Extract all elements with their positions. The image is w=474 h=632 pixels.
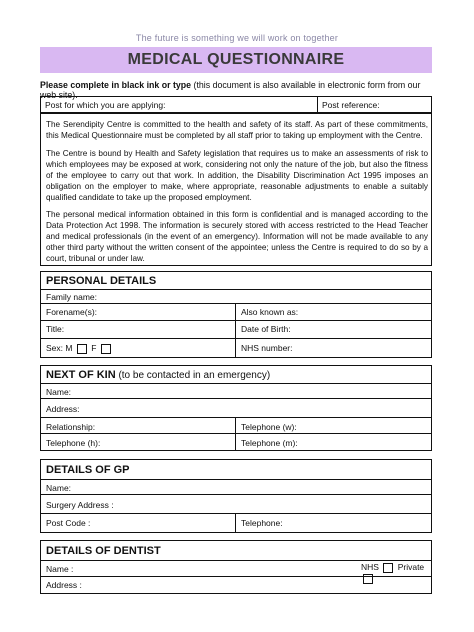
paragraph-3: The personal medical information obtained in this form is confidential and is managed according to the Data Protection Act 1998. The information is securely stored with access restricted to the Head Teacher and medical professionals (in the event of an emergency). Information will not be made available to any other third party without the written consent of the appointee; unless the Centre is required to do so by a court, tribunal or under law. bbox=[46, 210, 428, 263]
kin-name-label: Name: bbox=[46, 387, 72, 397]
also-known-label: Also known as: bbox=[241, 307, 299, 317]
post-applying-label: Post for which you are applying: bbox=[45, 100, 166, 110]
personal-heading: PERSONAL DETAILS bbox=[46, 275, 157, 287]
post-reference-label: Post reference: bbox=[322, 100, 380, 110]
gp-postcode-label: Post Code : bbox=[46, 518, 91, 528]
post-row bbox=[40, 96, 432, 113]
sex-m-label: M bbox=[65, 343, 73, 353]
page-title: MEDICAL QUESTIONNAIRE bbox=[127, 51, 345, 68]
gp-heading: DETAILS OF GP bbox=[46, 464, 130, 476]
gp-telephone-label: Telephone: bbox=[241, 518, 283, 528]
nhs-number-label: NHS number: bbox=[241, 343, 293, 353]
dentist-type-field bbox=[361, 562, 431, 584]
dentist-name-label: Name : bbox=[46, 564, 74, 574]
paragraph-1: The Serendipity Centre is committed to the health and safety of its staff. As part of these commitments, this Medical Questionnaire must be completed by all staff prior to taking up employment with the Centre. bbox=[46, 120, 428, 140]
sex-f-checkbox[interactable] bbox=[101, 344, 111, 354]
forenames-label: Forename(s): bbox=[46, 307, 98, 317]
intro-rest: (this document is also available in electronic form from our web site). bbox=[40, 80, 421, 100]
next-of-kin-section bbox=[40, 365, 432, 451]
kin-note: (to be contacted in an emergency) bbox=[115, 370, 271, 381]
gp-name-label: Name: bbox=[46, 483, 72, 493]
dentist-address-label: Address : bbox=[46, 580, 82, 590]
sex-f-label: F bbox=[91, 343, 97, 353]
title-label: Title: bbox=[46, 324, 65, 334]
gp-section bbox=[40, 459, 432, 533]
dentist-private-label: Private bbox=[397, 562, 425, 572]
dentist-nhs-checkbox[interactable] bbox=[383, 563, 393, 573]
dentist-heading: DETAILS OF DENTIST bbox=[46, 545, 161, 557]
dentist-section bbox=[40, 540, 432, 594]
paragraph-2: The Centre is bound by Health and Safety legislation that requires us to make an assessments of risk to which employees may be exposed at work, considering not only the nature of the job, but also the fitness of the employee to carry out that work. In addition, the Disability Discrimination Act 1995 imposes an obligation on the employer to make, where appropriate, reasonable adjustments to enable a suitably qualified candidate to take up the proposed employment. bbox=[46, 149, 428, 202]
family-name-label: Family name: bbox=[46, 292, 98, 302]
sex-field bbox=[46, 343, 113, 354]
kin-relationship-label: Relationship: bbox=[46, 422, 96, 432]
dob-label: Date of Birth: bbox=[241, 324, 291, 334]
kin-tel-m-label: Telephone (m): bbox=[241, 438, 298, 448]
tagline: The future is something we will work on together bbox=[135, 33, 339, 43]
info-box bbox=[40, 113, 432, 266]
dentist-private-checkbox[interactable] bbox=[363, 574, 373, 584]
dentist-nhs-label: NHS bbox=[361, 562, 379, 572]
intro-bold: Please complete in black ink or type bbox=[40, 80, 192, 90]
gp-surgery-label: Surgery Address : bbox=[46, 500, 114, 510]
kin-tel-w-label: Telephone (w): bbox=[241, 422, 297, 432]
kin-heading bbox=[46, 369, 270, 381]
kin-tel-h-label: Telephone (h): bbox=[46, 438, 101, 448]
kin-heading-text: NEXT OF KIN bbox=[46, 369, 116, 381]
kin-address-label: Address: bbox=[46, 404, 80, 414]
sex-label: Sex: bbox=[46, 343, 64, 353]
sex-m-checkbox[interactable] bbox=[77, 344, 87, 354]
personal-details-section bbox=[40, 271, 432, 358]
